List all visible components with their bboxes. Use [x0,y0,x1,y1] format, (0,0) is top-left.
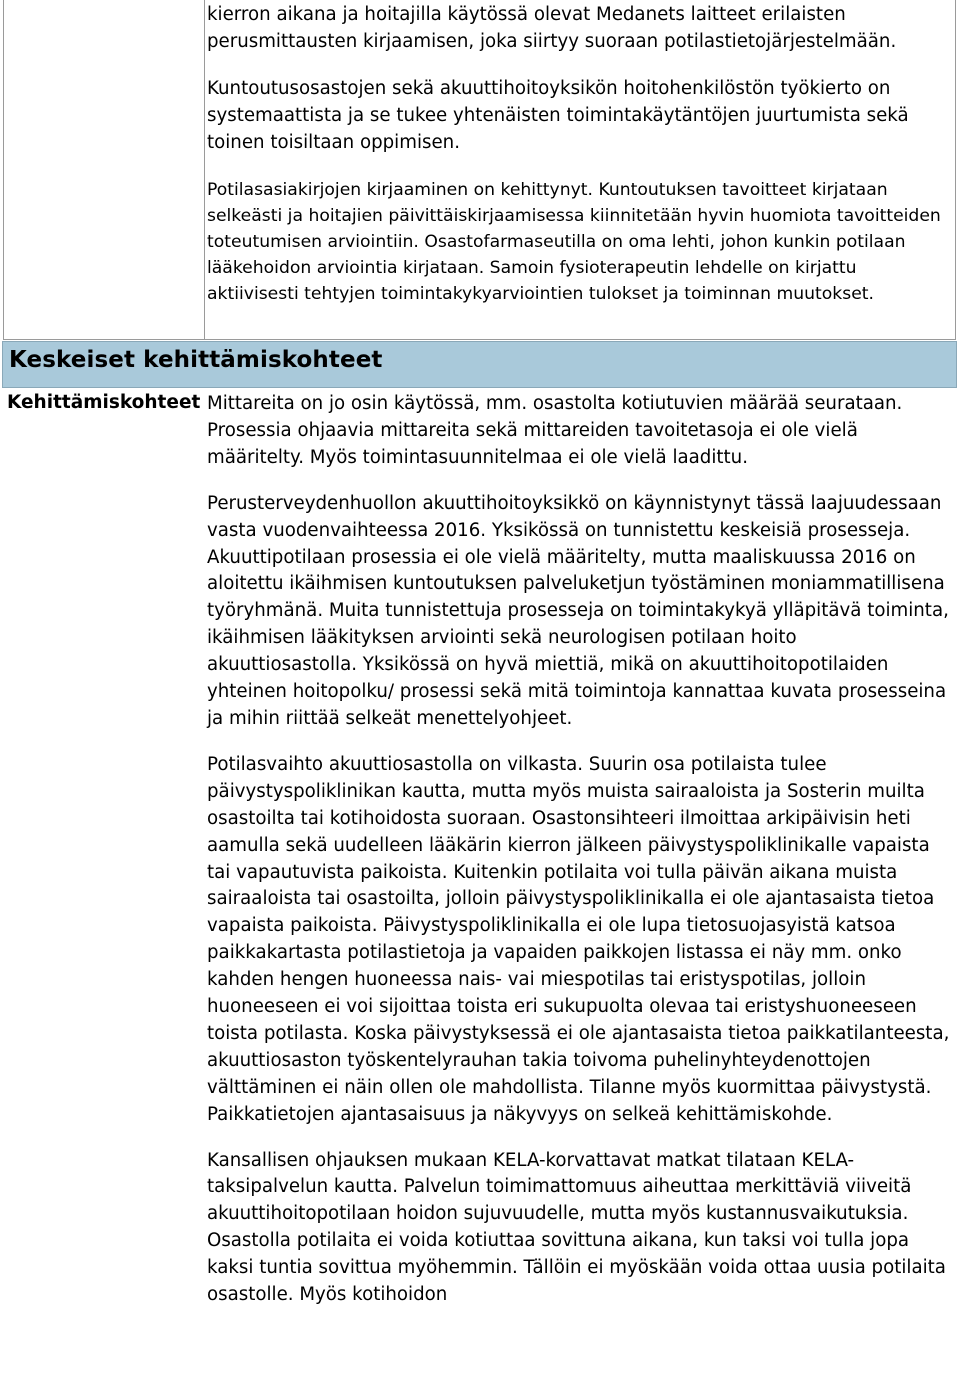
paragraph-work-rotation: Kuntoutusosastojen sekä akuuttihoitoyksikön hoitohenkilöstön työkierto on systemaattista ja se tukee yhtenäisten toimintakäytäntöjen juurtumista sekä toinen toisiltaan oppimisen. [207,77,909,153]
section-heading: Keskeiset kehittämiskohteet [9,347,383,373]
paragraph-kela-taxi: Kansallisen ohjauksen mukaan KELA-korvattavat matkat tilataan KELA-taksipalvelun kautta. Palvelun toimimattomuus aiheuttaa merkittäviä viiveitä akuuttihoitopotilaan hoidon sujuvuudelle, mutta myös kustannusvaikutuksia. Osastolla potilaita ei voida kotiuttaa sovittuna aikana, kun taksi voi tulla jopa kaksi tuntia sovittua myöhemmin. Tällöin ei myöskään voida ottaa uusia potilaita osastolle. Myös kotihoidon [207,1149,946,1306]
top-text-column [207,2,952,308]
paragraph-medanets: kierron aikana ja hoitajilla käytössä olevat Medanets laitteet erilaisten perusmittausten kirjaamisen, joka siirtyy suoraan potilastietojärjestelmään. [207,4,897,52]
development-text-column [207,391,952,1309]
row-label-development: Kehittämiskohteet [7,392,201,413]
paragraph-processes: Perusterveydenhuollon akuuttihoitoyksikkö on käynnistynyt tässä laajuudessaan vasta vuodenvaihteessa 2016. Yksikössä on tunnistettu keskeisiä prosesseja. Akuuttipotilaan prosessia ei ole vielä määritelty, mutta maaliskuussa 2016 on aloitettu ikäihmisen kuntoutuksen palveluketjun työstäminen moniammatillisena työryhmänä. Muita tunnistettuja prosesseja on toimintakykyä ylläpitävä toiminta, ikäihmisen lääkityksen arviointi sekä neurologisen potilaan hoito akuuttiosastolla. Yksikössä on hyvä miettiä, mikä on akuuttihoitopotilaiden yhteinen hoitopolku/ prosessi sekä mitä toimintoja kannattaa kuvata prosesseina ja mihin riittää selkeät menettelyohjeet. [207,492,949,729]
paragraph-metrics: Mittareita on jo osin käytössä, mm. osastolta kotiutuvien määrää seurataan. Prosessia ohjaavia mittareita sekä mittareiden tavoitetasoja ei ole vielä määritelty. Myös toimintasuunnitelmaa ei ole vielä laadittu. [207,393,903,468]
paragraph-patient-flow: Potilasvaihto akuuttiosastolla on vilkasta. Suurin osa potilaista tulee päivystyspoliklinikan kautta, mutta myös muista sairaaloista ja Sosterin muilta osastoilta tai kotihoidosta suoraan. Osastonsihteeri ilmoittaa arkipäivisin heti aamulla sekä uudelleen lääkärin kierron jälkeen päivystyspoliklinikalle vapaista tai vapautuvista paikoista. Kuitenkin potilaita voi tulla päivän aikana muista sairaaloista tai osastoilta, jolloin päivystyspoliklinikalla ei ole ajantasaista tietoa vapaista paikoista. Päivystyspoliklinikalla ei ole lupa tietosuojasyistä katsoa paikkakartasta potilastietoja ja vapaiden paikkojen listassa ei näy mm. onko kahden hengen huoneessa nais- vai miespotilas tai eristyspotilas, jolloin huoneeseen ei voi sijoittaa toista eri sukupuolta olevaa tai eristyshuoneeseen toista potilasta. Koska päivystyksessä ei ole ajantasaista tietoa paikkatilanteesta, akuuttiosaston työskentelyrauhan takia toivoma puhelinyhteydenottojen välttäminen ei näin ollen ole mahdollista. Tilanne myös kuormittaa päivystystä. Paikkatietojen ajantasaisuus ja näkyvyys on selkeä kehittämiskohde. [207,753,950,1125]
paragraph-documentation: Potilasasiakirjojen kirjaaminen on kehittynyt. Kuntoutuksen tavoitteet kirjataan selkeästi ja hoitajien päivittäiskirjaamisessa kiinnitetään hyvin huomiota tavoitteiden toteutumisen arviointiin. Osastofarmaseutilla on oma lehti, johon kunkin potilaan lääkehoidon arviointia kirjataan. Samoin fysioterapeutin lehdelle on kirjattu aktiivisesti tehtyjen toimintakykyarviointien tulokset ja toiminnan muutokset. [207,179,941,305]
column-divider [204,0,205,339]
section-heading-band [2,341,957,388]
